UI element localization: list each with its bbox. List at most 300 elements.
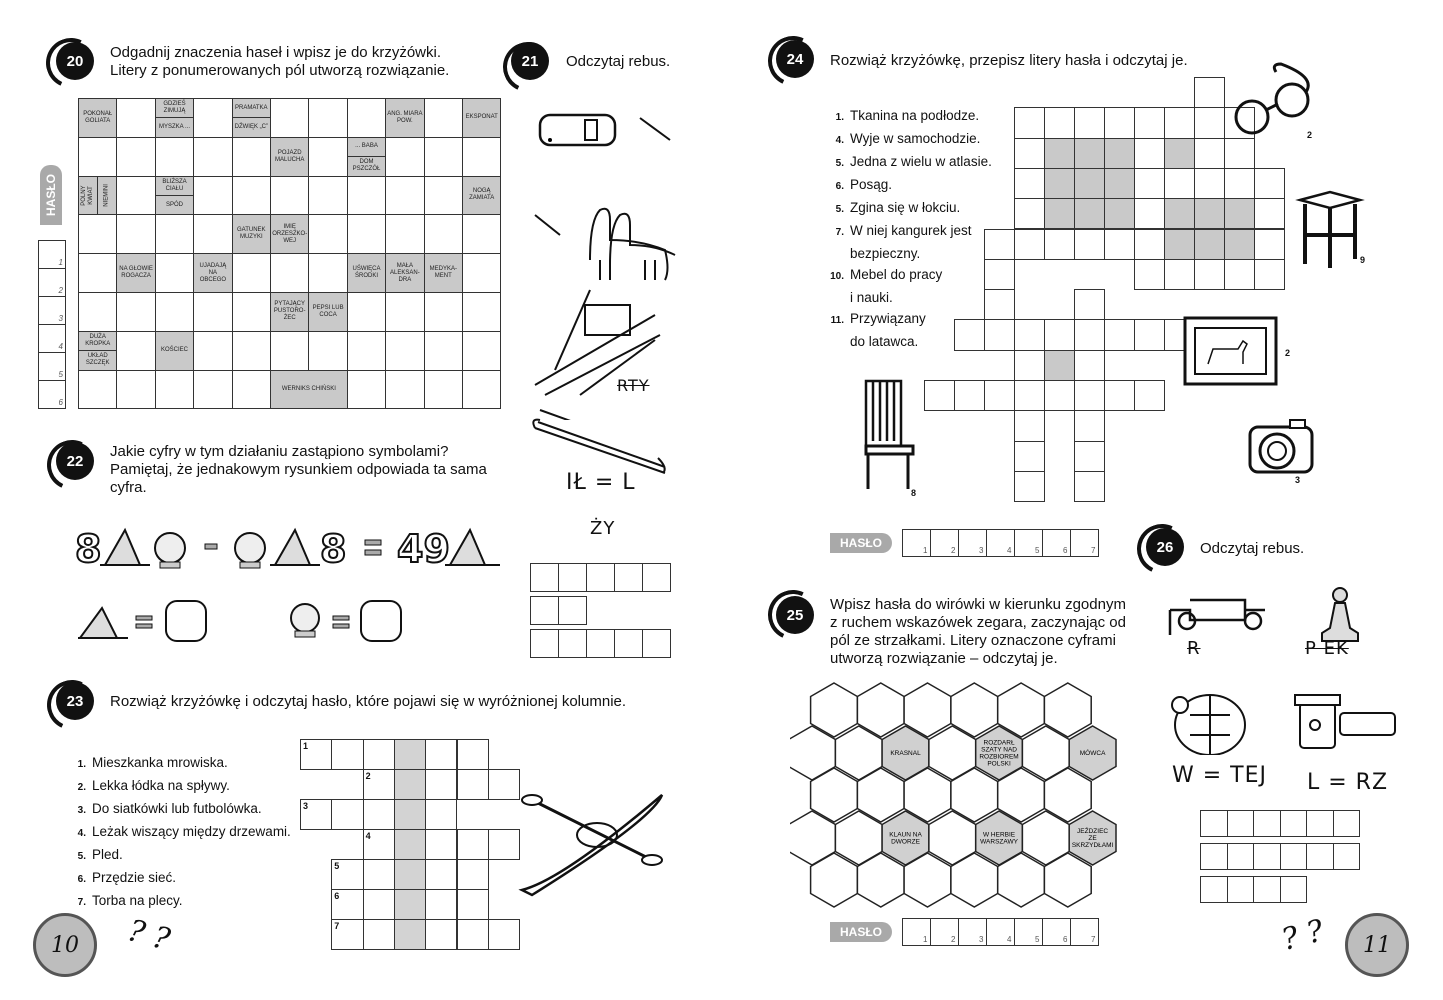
answer-box[interactable] <box>1253 876 1281 903</box>
crystal-ball-icon <box>155 533 185 568</box>
grid-cell[interactable] <box>1044 107 1075 138</box>
grid-cell[interactable] <box>424 214 463 254</box>
grid-cell[interactable] <box>385 176 424 216</box>
solution-box[interactable] <box>958 529 987 557</box>
solution-box[interactable] <box>1070 529 1099 557</box>
grid-cell[interactable] <box>116 98 155 138</box>
answer-box[interactable] <box>1333 810 1361 837</box>
grid-cell[interactable] <box>78 253 117 293</box>
grid-cell[interactable] <box>347 292 386 332</box>
svg-text:8: 8 <box>320 527 347 571</box>
grid-cell[interactable] <box>1104 198 1135 229</box>
grid-cell[interactable] <box>1014 350 1045 381</box>
exercise-21-badge: 21 <box>511 42 549 80</box>
clue-item: 11. Przywiązany <box>830 311 926 326</box>
solution-box[interactable] <box>986 529 1015 557</box>
solution-index: 1 <box>923 935 928 944</box>
grid-cell[interactable] <box>193 98 232 138</box>
clue-cell <box>155 117 194 137</box>
grid-cell[interactable] <box>78 137 117 177</box>
grid-cell[interactable] <box>1104 168 1135 199</box>
answer-box[interactable] <box>558 629 587 658</box>
clue-cell <box>97 176 117 216</box>
ex24-haslo-label: HASŁO <box>830 533 892 553</box>
exercise-22-title: Jakie cyfry w tym działaniu zastąpiono symbolami? Pamiętaj, że jednakowym rysunkiem odpowiada ta sama cyfra. <box>110 443 487 496</box>
clue-text: SPÓD <box>165 201 183 208</box>
clue-cell <box>347 253 386 293</box>
grid-cell[interactable] <box>270 176 309 216</box>
grid-cell[interactable] <box>1134 138 1165 169</box>
hat-answer-box[interactable] <box>165 600 207 642</box>
grid-cell[interactable] <box>1014 107 1045 138</box>
grid-cell[interactable] <box>1194 138 1225 169</box>
grid-cell[interactable] <box>1134 259 1165 290</box>
grid-cell[interactable] <box>1104 380 1135 411</box>
grid-cell[interactable] <box>1224 229 1255 260</box>
clue-cell <box>232 214 271 254</box>
solution-index: 4 <box>58 342 63 351</box>
clue-cell <box>78 98 117 138</box>
grid-cell[interactable] <box>1164 168 1195 199</box>
grid-cell[interactable] <box>331 739 363 770</box>
hex-clue: MÓWCA <box>1079 750 1106 757</box>
ex23-clue-list <box>72 752 291 913</box>
answer-box[interactable] <box>614 563 643 592</box>
grid-cell[interactable] <box>1254 259 1285 290</box>
grid-cell[interactable] <box>984 229 1015 260</box>
grid-cell[interactable] <box>1194 168 1225 199</box>
solution-index: 4 <box>1007 935 1012 944</box>
clue-item: 5. Pled. <box>77 847 123 862</box>
answer-box[interactable] <box>586 563 615 592</box>
grid-cell[interactable] <box>462 137 501 177</box>
grid-cell[interactable] <box>1134 107 1165 138</box>
grid-cell[interactable] <box>385 331 424 371</box>
answer-box[interactable] <box>530 629 559 658</box>
grid-cell[interactable] <box>425 919 457 950</box>
grid-cell[interactable]: 6 <box>331 889 363 920</box>
solution-box[interactable] <box>930 918 959 946</box>
grid-cell[interactable]: 1 <box>300 739 332 770</box>
grid-cell[interactable] <box>394 739 426 770</box>
clue-cell <box>462 176 501 216</box>
grid-cell[interactable] <box>424 292 463 332</box>
grid-cell[interactable]: 2 <box>363 769 395 800</box>
clue-text: BLIŻSZA CIAŁU <box>162 178 187 192</box>
grid-cell[interactable] <box>1194 198 1225 229</box>
grid-cell[interactable] <box>1224 198 1255 229</box>
ex21-rty-text: RTY <box>617 376 650 395</box>
grid-cell[interactable] <box>347 370 386 410</box>
solution-box[interactable] <box>38 324 66 353</box>
grid-cell[interactable] <box>462 370 501 410</box>
grid-cell[interactable] <box>308 176 347 216</box>
glasses-number: 2 <box>1307 130 1313 140</box>
grid-cell[interactable] <box>424 98 463 138</box>
grid-cell[interactable] <box>193 137 232 177</box>
ball-answer-box[interactable] <box>360 600 402 642</box>
grid-cell[interactable] <box>1134 168 1165 199</box>
grid-cell[interactable] <box>984 319 1015 350</box>
grid-cell[interactable] <box>232 292 271 332</box>
grid-cell[interactable] <box>425 859 457 890</box>
grid-cell[interactable] <box>1074 107 1105 138</box>
answer-box[interactable] <box>586 629 615 658</box>
grid-cell[interactable] <box>1104 138 1135 169</box>
clue-text: KOŚCIEC <box>160 347 188 354</box>
solution-index: 1 <box>58 258 63 267</box>
kayak-icon <box>512 790 672 900</box>
grid-cell[interactable]: 4 <box>363 829 395 860</box>
answer-box[interactable] <box>1280 876 1308 903</box>
grid-cell[interactable] <box>193 292 232 332</box>
grid-cell[interactable] <box>984 380 1015 411</box>
chair-number: 8 <box>911 488 917 498</box>
grid-cell[interactable] <box>155 253 194 293</box>
grid-cell[interactable] <box>155 214 194 254</box>
grid-cell[interactable]: 3 <box>300 799 332 830</box>
grid-cell[interactable] <box>1254 168 1285 199</box>
grid-cell[interactable] <box>363 859 395 890</box>
grid-cell[interactable] <box>1014 471 1045 502</box>
answer-box[interactable] <box>1253 810 1281 837</box>
grid-cell[interactable] <box>1014 441 1045 472</box>
answer-box[interactable] <box>558 596 587 625</box>
grid-cell[interactable] <box>1044 138 1075 169</box>
camera-number: 3 <box>1295 475 1301 485</box>
grid-cell[interactable] <box>270 331 309 371</box>
clue-text: PYTAJĄCY PUSTORO-ŻEC <box>273 301 306 322</box>
grid-cell[interactable] <box>155 137 194 177</box>
grid-cell[interactable] <box>232 331 271 371</box>
clue-text: PRAMATKA <box>235 104 268 111</box>
grid-cell[interactable] <box>984 259 1015 290</box>
grid-cell[interactable] <box>1164 259 1195 290</box>
grid-cell[interactable] <box>308 253 347 293</box>
grid-cell[interactable] <box>1104 229 1135 260</box>
grid-cell[interactable] <box>394 889 426 920</box>
clue-text: POLNY KWIAT <box>81 185 95 206</box>
grid-cell[interactable] <box>1224 168 1255 199</box>
stool-icon <box>1295 190 1365 275</box>
solution-box[interactable] <box>902 529 931 557</box>
clue-cell <box>155 331 194 371</box>
grid-cell[interactable] <box>270 98 309 138</box>
grid-cell[interactable] <box>193 331 232 371</box>
grid-cell[interactable] <box>1134 198 1165 229</box>
grid-cell[interactable] <box>1194 77 1225 108</box>
solution-box[interactable] <box>1042 918 1071 946</box>
answer-box[interactable] <box>1200 876 1228 903</box>
grid-cell[interactable] <box>462 253 501 293</box>
solution-box[interactable] <box>38 352 66 381</box>
grid-cell[interactable] <box>1224 259 1255 290</box>
grid-cell[interactable] <box>425 799 457 830</box>
grid-cell[interactable] <box>1074 198 1105 229</box>
grid-cell[interactable] <box>78 370 117 410</box>
clue-text: UKŁAD SZCZĘK <box>85 353 110 367</box>
clue-text: ... BABA <box>355 143 378 150</box>
grid-cell[interactable] <box>954 319 985 350</box>
grid-cell[interactable] <box>1014 198 1045 229</box>
grid-cell[interactable] <box>1014 410 1045 441</box>
grid-cell[interactable] <box>363 919 395 950</box>
grid-cell[interactable] <box>1164 198 1195 229</box>
grid-cell[interactable] <box>457 859 489 890</box>
grid-cell[interactable] <box>1044 168 1075 199</box>
grid-cell[interactable] <box>1194 107 1225 138</box>
grid-cell[interactable] <box>232 137 271 177</box>
grid-cell[interactable] <box>1134 229 1165 260</box>
clue-text: ANG. MIARA POW. <box>387 110 423 124</box>
grid-cell[interactable] <box>363 889 395 920</box>
grid-cell[interactable] <box>347 176 386 216</box>
clue-cell <box>193 253 232 293</box>
exercise-23-badge: 23 <box>56 682 94 720</box>
solution-index: 2 <box>951 935 956 944</box>
solution-index: 2 <box>58 286 63 295</box>
answer-box[interactable] <box>614 629 643 658</box>
solution-index: 6 <box>58 398 63 407</box>
solution-index: 3 <box>58 314 63 323</box>
grid-cell[interactable] <box>1104 107 1135 138</box>
grid-cell[interactable] <box>394 859 426 890</box>
answer-box[interactable] <box>642 629 671 658</box>
grid-cell[interactable] <box>457 739 489 770</box>
grid-cell[interactable] <box>385 370 424 410</box>
grid-cell[interactable] <box>1164 138 1195 169</box>
solution-box[interactable] <box>38 296 66 325</box>
grid-cell[interactable] <box>462 331 501 371</box>
grid-cell[interactable] <box>363 799 395 830</box>
crossed-a-icon <box>535 215 560 235</box>
grid-cell[interactable] <box>1044 350 1075 381</box>
faucet-icon <box>1170 600 1265 635</box>
stool-number: 9 <box>1360 255 1366 265</box>
grid-cell[interactable] <box>155 292 194 332</box>
answer-box[interactable] <box>1200 810 1228 837</box>
grid-cell[interactable] <box>425 739 457 770</box>
answer-box[interactable] <box>1227 876 1255 903</box>
grid-cell[interactable] <box>155 370 194 410</box>
solution-box[interactable] <box>1070 918 1099 946</box>
solution-box[interactable] <box>986 918 1015 946</box>
grid-cell[interactable] <box>424 137 463 177</box>
grid-cell[interactable] <box>308 331 347 371</box>
grid-cell[interactable] <box>1014 138 1045 169</box>
grid-cell[interactable] <box>193 370 232 410</box>
solution-index: 6 <box>1063 546 1068 555</box>
grid-cell[interactable] <box>425 889 457 920</box>
grid-cell[interactable] <box>116 137 155 177</box>
grid-cell[interactable] <box>1044 319 1075 350</box>
grid-cell[interactable] <box>462 292 501 332</box>
grid-cell[interactable]: 7 <box>331 919 363 950</box>
grid-cell[interactable] <box>1194 229 1225 260</box>
answer-box[interactable] <box>1227 810 1255 837</box>
exercise-26-badge: 26 <box>1146 528 1184 566</box>
grid-cell[interactable] <box>424 331 463 371</box>
grid-cell[interactable] <box>457 769 489 800</box>
grid-cell[interactable] <box>116 370 155 410</box>
clue-text: NIEMINI <box>103 184 110 207</box>
grid-cell[interactable] <box>924 380 955 411</box>
clue-text: DUŻA KROPKA <box>85 333 111 347</box>
grid-cell[interactable] <box>385 214 424 254</box>
grid-cell[interactable] <box>394 799 426 830</box>
grid-cell[interactable] <box>193 214 232 254</box>
grid-cell[interactable] <box>1074 289 1105 320</box>
grid-cell[interactable] <box>308 98 347 138</box>
grid-cell[interactable] <box>1044 380 1075 411</box>
hex-clue: ROZDARŁ SZATY NAD ROZBIOREM POLSKI <box>979 739 1019 768</box>
grid-cell[interactable] <box>116 292 155 332</box>
answer-box[interactable] <box>1280 810 1308 837</box>
clue-cell <box>155 195 194 215</box>
answer-box[interactable] <box>1253 843 1281 870</box>
page-number-right: 11 <box>1345 913 1409 977</box>
llama-icon <box>590 209 675 280</box>
grid-cell[interactable] <box>1014 168 1045 199</box>
wizard-hat-icon <box>100 530 150 565</box>
grid-cell[interactable] <box>1044 229 1075 260</box>
grid-cell[interactable] <box>424 176 463 216</box>
grid-cell[interactable] <box>78 292 117 332</box>
grid-cell[interactable] <box>1254 229 1285 260</box>
exercise-25-badge: 25 <box>776 596 814 634</box>
grid-cell[interactable] <box>488 919 520 950</box>
grid-cell[interactable] <box>462 214 501 254</box>
answer-box[interactable] <box>642 563 671 592</box>
grid-cell[interactable] <box>394 829 426 860</box>
grid-cell[interactable] <box>232 253 271 293</box>
pawn-icon <box>1322 588 1358 641</box>
solution-box[interactable] <box>930 529 959 557</box>
grid-cell[interactable] <box>270 253 309 293</box>
grid-cell[interactable] <box>1074 350 1105 381</box>
grid-cell[interactable] <box>1074 380 1105 411</box>
grid-cell[interactable] <box>394 769 426 800</box>
grid-cell[interactable] <box>385 137 424 177</box>
answer-box[interactable] <box>1200 843 1228 870</box>
ex21-equation: IŁ = L <box>566 470 636 495</box>
grid-cell[interactable] <box>1134 319 1165 350</box>
solution-box[interactable] <box>902 918 931 946</box>
ex21-rebus-pictures <box>530 100 680 420</box>
solution-index: 6 <box>1063 935 1068 944</box>
grid-cell[interactable] <box>1074 319 1105 350</box>
grid-cell[interactable] <box>1074 229 1105 260</box>
hexagon-svg[interactable] <box>790 682 1130 912</box>
grid-cell[interactable] <box>457 889 489 920</box>
clue-text: GDZIEŚ ZIMUJĄ <box>163 101 186 115</box>
grid-cell[interactable] <box>347 331 386 371</box>
picture-frame-icon <box>1183 316 1278 386</box>
grid-cell[interactable] <box>308 214 347 254</box>
grid-cell[interactable] <box>1014 229 1045 260</box>
grid-cell[interactable] <box>232 370 271 410</box>
grid-cell[interactable] <box>193 176 232 216</box>
answer-box[interactable] <box>558 563 587 592</box>
grid-cell[interactable] <box>1014 319 1045 350</box>
grid-cell[interactable] <box>1074 441 1105 472</box>
grid-cell[interactable] <box>116 176 155 216</box>
grid-cell[interactable] <box>1194 259 1225 290</box>
solution-box[interactable] <box>1014 918 1043 946</box>
grid-cell[interactable] <box>347 214 386 254</box>
solution-box[interactable] <box>1042 529 1071 557</box>
hex-clue: W HERBIE WARSZAWY <box>980 831 1018 846</box>
answer-box[interactable] <box>1306 843 1334 870</box>
answer-box[interactable] <box>1280 843 1308 870</box>
chair-icon <box>858 376 918 491</box>
answer-box[interactable] <box>530 596 559 625</box>
grid-cell[interactable] <box>984 289 1015 320</box>
grid-cell[interactable] <box>1074 471 1105 502</box>
clue-item: 2. Lekka łódka na spływy. <box>77 778 230 793</box>
grid-cell[interactable] <box>347 98 386 138</box>
answer-box[interactable] <box>530 563 559 592</box>
grid-cell[interactable] <box>1074 168 1105 199</box>
grid-cell[interactable] <box>457 919 489 950</box>
clue-item: 5. Jedna z wielu w atlasie. <box>835 154 992 169</box>
page-number-left: 10 <box>33 913 97 977</box>
ex26-equation-2: L = RZ <box>1307 770 1389 795</box>
clue-cell <box>308 292 347 332</box>
clue-item: 6. Posąg. <box>835 177 893 192</box>
grid-cell[interactable] <box>1134 380 1165 411</box>
grid-cell[interactable] <box>1104 319 1135 350</box>
solution-box[interactable] <box>38 240 66 269</box>
grid-cell[interactable] <box>331 799 363 830</box>
grid-cell[interactable] <box>424 370 463 410</box>
grid-cell[interactable] <box>308 137 347 177</box>
grid-cell[interactable] <box>457 829 489 860</box>
clue-cell <box>347 156 386 176</box>
grid-cell[interactable] <box>116 331 155 371</box>
grid-cell[interactable] <box>425 769 457 800</box>
grid-cell[interactable] <box>1164 229 1195 260</box>
solution-index: 5 <box>58 370 63 379</box>
grid-cell[interactable] <box>1074 138 1105 169</box>
answer-box[interactable] <box>1306 810 1334 837</box>
solution-box[interactable] <box>958 918 987 946</box>
grid-cell[interactable] <box>1254 198 1285 229</box>
answer-box[interactable] <box>1227 843 1255 870</box>
grid-cell[interactable] <box>1074 410 1105 441</box>
grid-cell[interactable] <box>1044 198 1075 229</box>
clue-cell <box>155 98 194 118</box>
grid-cell[interactable] <box>1014 380 1045 411</box>
exercise-20-badge: 20 <box>56 42 94 80</box>
solution-box[interactable] <box>38 380 66 409</box>
grid-cell[interactable] <box>363 739 395 770</box>
grid-cell[interactable] <box>954 380 985 411</box>
grid-cell[interactable] <box>116 214 155 254</box>
grid-cell[interactable] <box>232 176 271 216</box>
hex-clue: KRASNAL <box>890 750 921 757</box>
grid-cell[interactable] <box>394 919 426 950</box>
pills-icon <box>1295 695 1395 748</box>
grid-cell[interactable] <box>425 829 457 860</box>
grid-cell[interactable] <box>385 292 424 332</box>
solution-box[interactable] <box>1014 529 1043 557</box>
solution-box[interactable] <box>38 268 66 297</box>
grid-cell[interactable]: 5 <box>331 859 363 890</box>
grid-cell[interactable] <box>78 214 117 254</box>
answer-box[interactable] <box>1333 843 1361 870</box>
grid-cell[interactable] <box>1164 107 1195 138</box>
